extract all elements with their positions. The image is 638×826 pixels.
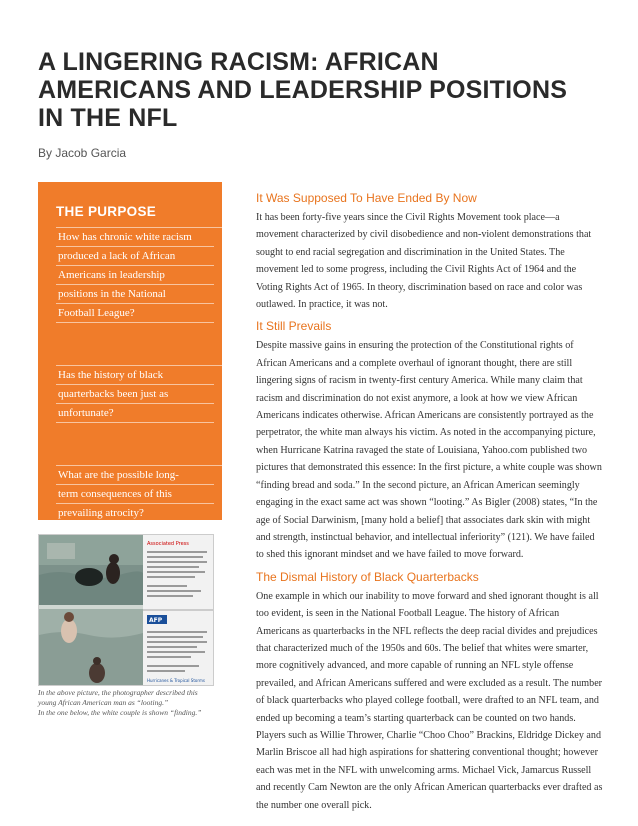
section-paragraph: Despite massive gains in ensuring the protection of the Constitutional rights of African Americans and a complete overhaul of ignorant thought, there are still lingering signs of racism in twenty-first century America. While many claim that racism and discrimination do not exist anymore, a look at how we view African Americans indicates otherwise. African Americans are consistently portrayed as the perpetrator, the white man always his victim. As noted in the accompanying picture, when Hurricane Katrina ravaged the state of Louisiana, Yahoo.com published two pictures that demonstrated this essence: In the first picture, a white couple was shown “finding bread and soda.” In the second picture, an African American seemingly engaging in the exact same act was shown “looting.” As Bigler (2008) states, “In the age of Social Darwinism, [many hold a belief] that associates dark skin with might and strength, instinctual behavior, and intellectual inferiority” (121). We have failed to shed this ignorant mindset and we have failed to move forward. xyxy=(256,340,602,561)
byline: By Jacob Garcia xyxy=(38,146,127,160)
image-caption xyxy=(38,688,238,718)
sidebar-heading: THE PURPOSE xyxy=(56,204,157,219)
sidebar-question-3 xyxy=(56,465,222,523)
caption-line: In the one below, the white couple is shown “finding.” xyxy=(38,708,202,717)
sidebar-question-1 xyxy=(56,227,222,323)
question-line: Has the history of black xyxy=(56,366,214,385)
sidebar-question-2 xyxy=(56,365,222,423)
news-screenshot-image xyxy=(38,534,214,686)
question-line: Americans in leadership xyxy=(56,266,214,285)
afp-logo: AFP xyxy=(149,617,163,624)
section-heading: The Dismal History of Black Quarterbacks xyxy=(256,569,479,584)
question-line: quarterbacks been just as xyxy=(56,385,214,404)
section-heading: It Was Supposed To Have Ended By Now xyxy=(256,191,477,205)
question-line: How has chronic white racism xyxy=(56,228,214,247)
caption-line: young African American man as “looting.” xyxy=(38,698,169,707)
caption-line: In the above picture, the photographer described this xyxy=(38,688,198,697)
question-line: unfortunate? xyxy=(56,404,214,423)
question-line: positions in the National xyxy=(56,285,214,304)
purpose-sidebar xyxy=(38,182,222,520)
flood-photo-collage xyxy=(39,535,214,686)
question-line: prevailing atrocity? xyxy=(56,504,214,523)
section-paragraph: One example in which our inability to move forward and shed ignorant thought is all too evident, is seen in the National Football League. The history of African Americans as quarterbacks in the NFL reflects the deep racial divides and prejudices that characterized much of the 1950s and 60s. The belief that whites were smarter, more cognitively advanced, and more capable of running an NFL style offense prevailed, and African Americans suffered and were excluded as a result. The number of black quarterbacks who played college football, were drafted to an NFL team, and ended up becoming a team’s starting quarterback can be counted on two hands. Players such as Willie Thrower, Charlie “Choo Choo” Brackins, Eldridge Dickey and Marlin Briscoe all had high aspirations for shattering conventional thought; however each was met in the NFL with unwelcoming arms. Michael Vick, Jamarcus Russell and recently Cam Newton are the only African American quarterbacks ever drafted as the number one overall pick. xyxy=(256,590,603,811)
section-paragraph: It has been forty-five years since the Civil Rights Movement took place—a movement characterized by civil disobedience and non-violent demonstrations that sought to end racial segregation and discrimination in the United States. The movement led to some progress, including the Civil Rights Act of 1964 and the Voting Rights Act of 1965. In theory, discrimination based on race and color was outlawed. In practice, it was not. xyxy=(256,212,592,311)
news-link: Hurricanes & Tropical Storms xyxy=(147,678,205,683)
question-line: Football League? xyxy=(56,304,214,323)
article-body xyxy=(256,190,604,819)
page-title: A LINGERING RACISM: AFRICAN AMERICANS AND LEADERSHIP POSITIONS IN THE NFL xyxy=(38,48,568,132)
question-line: What are the possible long- xyxy=(56,466,214,485)
question-line: term consequences of this xyxy=(56,485,214,504)
ap-logo: Associated Press xyxy=(147,541,189,547)
section-heading: It Still Prevails xyxy=(256,319,332,334)
question-line: produced a lack of African xyxy=(56,247,214,266)
